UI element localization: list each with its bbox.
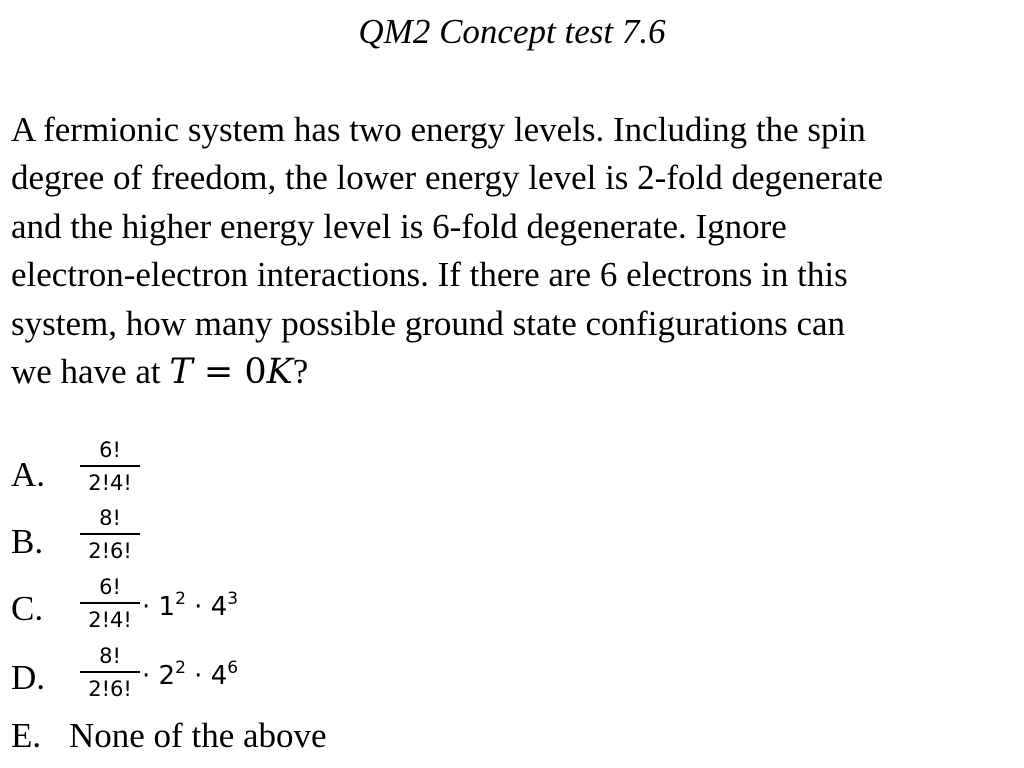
temperature-value: 0 xyxy=(244,352,267,393)
power-base: 2 xyxy=(158,661,176,691)
option-fraction xyxy=(80,575,140,632)
question-line-prefix: we have at xyxy=(11,352,170,392)
option-letter: D. xyxy=(11,658,46,697)
option-letter: A. xyxy=(11,455,46,494)
option-letter: C. xyxy=(11,589,44,628)
equals-sign: = xyxy=(192,352,245,393)
temperature-unit: K xyxy=(266,352,293,393)
dot-operator: · xyxy=(142,661,159,691)
question-line: electron-electron interactions. If there are 6 electrons in this xyxy=(11,255,848,295)
fraction-denominator: 2!6! xyxy=(88,677,132,701)
question-text xyxy=(11,106,1016,396)
option-letter: E. xyxy=(11,716,42,755)
fraction-numerator: 8! xyxy=(99,506,121,530)
option-fraction xyxy=(80,506,140,563)
option-factors xyxy=(142,658,239,691)
option-b[interactable] xyxy=(11,506,611,576)
option-fraction xyxy=(80,438,140,495)
fraction-bar xyxy=(80,671,140,673)
option-a[interactable] xyxy=(11,438,611,508)
fraction-denominator: 2!6! xyxy=(88,539,132,563)
fraction-bar xyxy=(80,465,140,467)
option-e[interactable] xyxy=(11,715,327,757)
power-exponent: 6 xyxy=(227,658,239,678)
question-line: and the higher energy level is 6-fold degenerate. Ignore xyxy=(11,206,787,246)
slide-title: QM2 Concept test 7.6 xyxy=(358,12,666,51)
temperature-variable: T xyxy=(169,352,193,393)
fraction-bar xyxy=(80,602,140,604)
option-d[interactable] xyxy=(11,644,611,714)
fraction-numerator: 8! xyxy=(99,644,121,668)
power-exponent: 3 xyxy=(227,589,239,609)
fraction-denominator: 2!4! xyxy=(88,608,132,632)
power-base: 1 xyxy=(158,592,176,622)
power-base: 4 xyxy=(210,661,228,691)
dot-operator: · xyxy=(142,592,159,622)
dot-operator: · xyxy=(185,592,211,622)
question-line: degree of freedom, the lower energy level is 2-fold degenerate xyxy=(11,158,884,198)
question-line: A fermionic system has two energy levels. Including the spin xyxy=(11,110,866,149)
question-mark: ? xyxy=(292,352,309,392)
option-c[interactable] xyxy=(11,575,611,645)
power-base: 4 xyxy=(210,592,228,622)
fraction-denominator: 2!4! xyxy=(88,471,132,495)
power-exponent: 2 xyxy=(175,589,186,609)
fraction-bar xyxy=(80,533,140,535)
option-letter: B. xyxy=(11,522,44,561)
option-factors xyxy=(142,589,239,622)
option-text: None of the above xyxy=(69,716,327,755)
fraction-numerator: 6! xyxy=(99,438,121,462)
power-exponent: 2 xyxy=(175,658,186,678)
question-line-last xyxy=(11,348,1016,396)
question-line: system, how many possible ground state configurations can xyxy=(11,303,846,343)
option-fraction xyxy=(80,644,140,701)
dot-operator: · xyxy=(185,661,211,691)
fraction-numerator: 6! xyxy=(99,575,121,599)
